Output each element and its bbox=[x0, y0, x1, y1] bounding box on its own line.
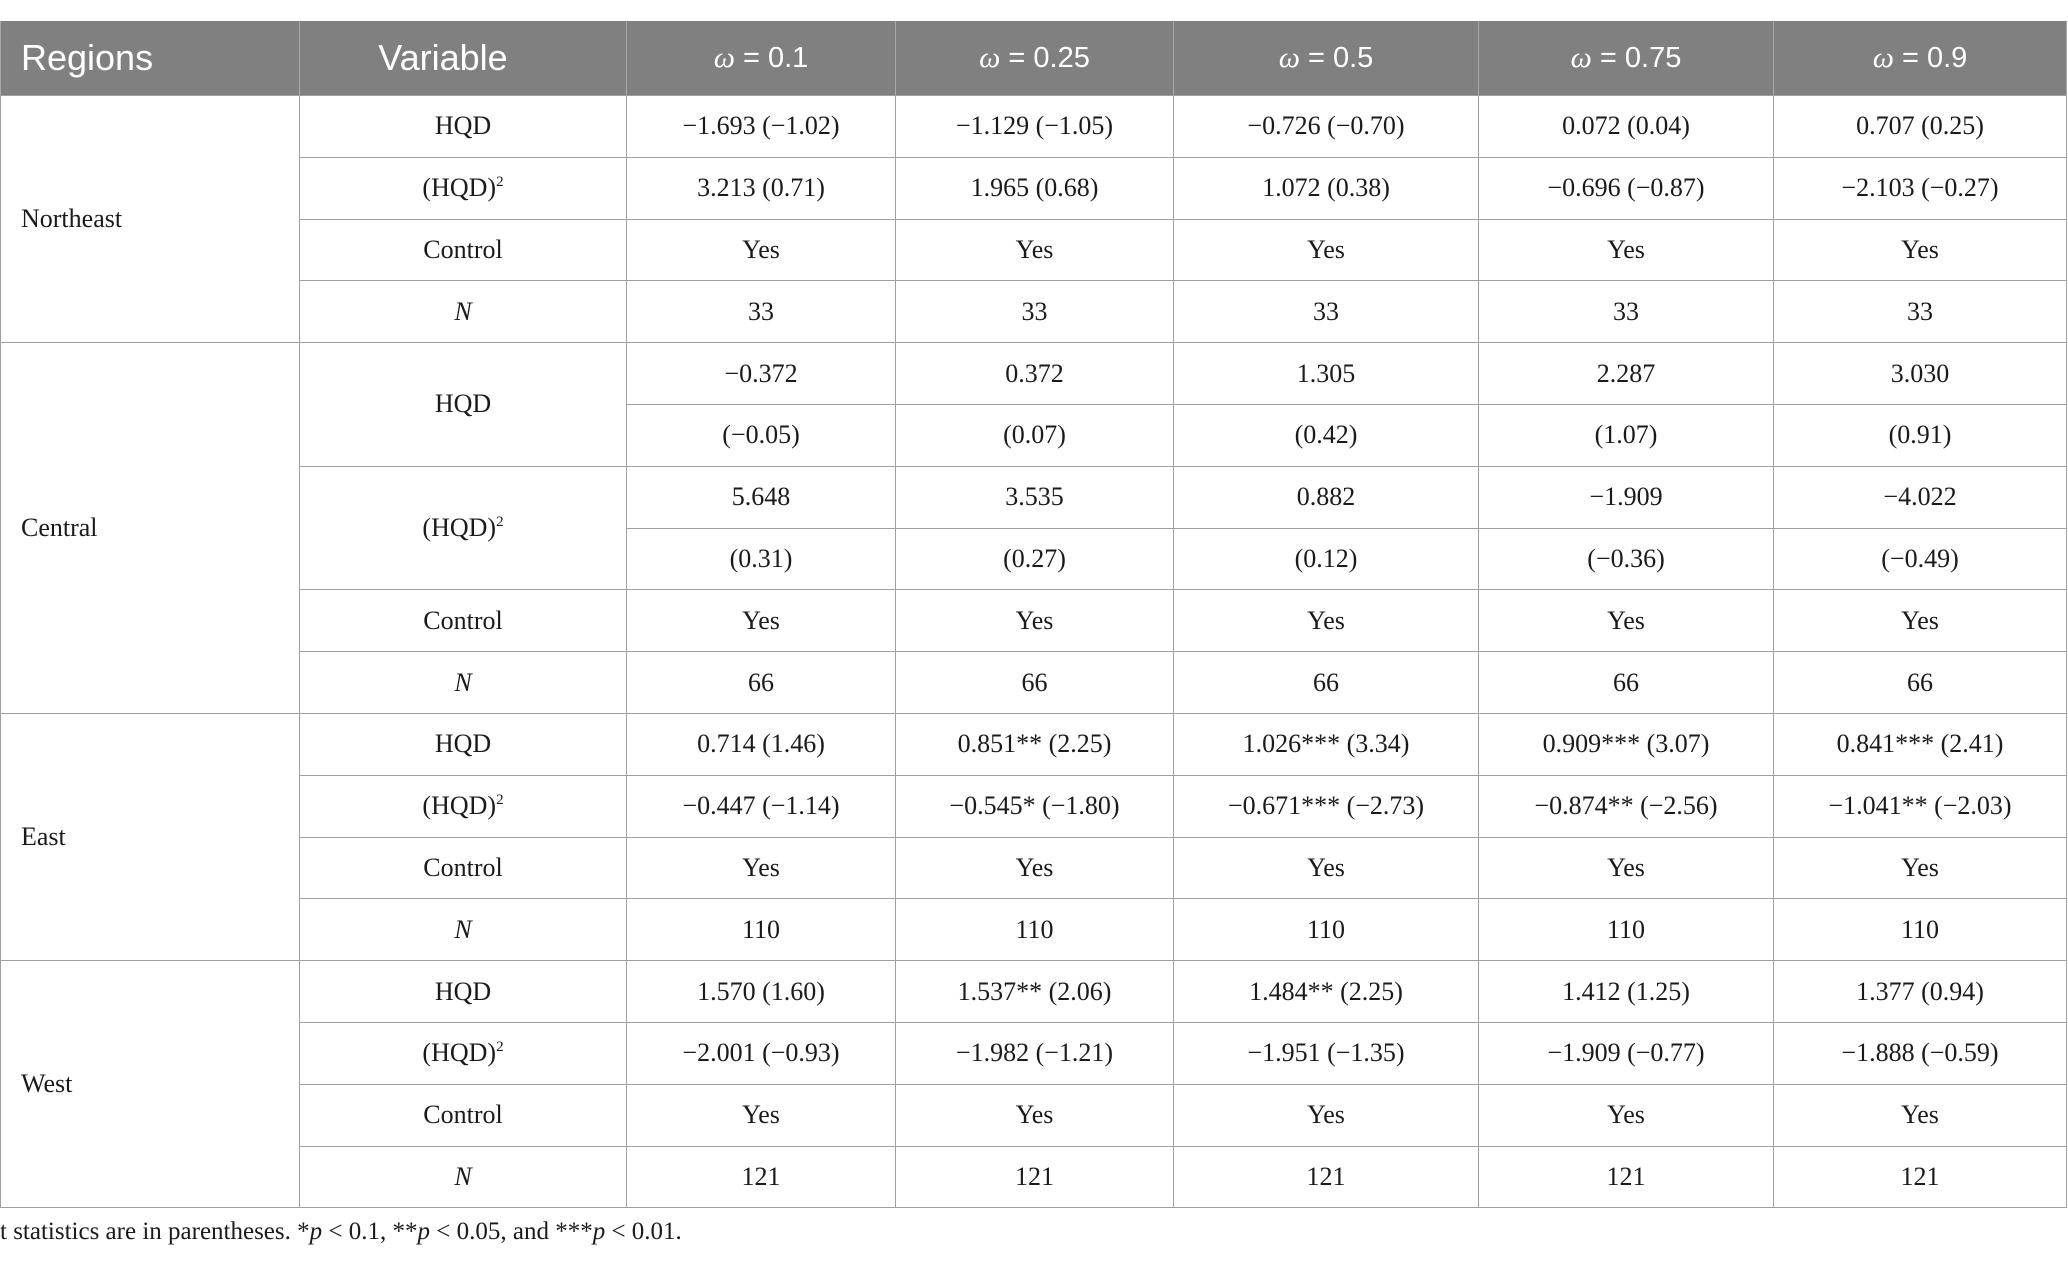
table-cell: 1.026*** (3.34) bbox=[1174, 713, 1479, 775]
variable-hqd: HQD bbox=[300, 961, 627, 1023]
omega-value: = 0.5 bbox=[1307, 42, 1374, 74]
table-cell: Yes bbox=[1774, 837, 2067, 899]
table-cell: −1.951 (−1.35) bbox=[1174, 1022, 1479, 1084]
table-cell: −1.909 (−0.77) bbox=[1479, 1022, 1774, 1084]
hqd-sq-exponent: 2 bbox=[496, 174, 504, 191]
header-omega-0-9 bbox=[1774, 21, 2067, 96]
table-cell: Yes bbox=[1774, 219, 2067, 281]
variable-hqd: HQD bbox=[300, 96, 627, 158]
footnote-text: < 0.05, and *** bbox=[430, 1218, 593, 1245]
table-cell: 121 bbox=[627, 1146, 896, 1208]
table-cell: 1.965 (0.68) bbox=[896, 157, 1174, 219]
header-variable: Variable bbox=[300, 21, 627, 96]
table-cell: Yes bbox=[896, 837, 1174, 899]
table-cell: Yes bbox=[1174, 837, 1479, 899]
variable-control: Control bbox=[300, 219, 627, 281]
header-omega-0-75 bbox=[1479, 21, 1774, 96]
table-cell: −0.726 (−0.70) bbox=[1174, 96, 1479, 158]
table-cell: 0.882 bbox=[1174, 466, 1479, 528]
table-cell: 3.213 (0.71) bbox=[627, 157, 896, 219]
variable-n: N bbox=[300, 652, 627, 714]
table-cell: (0.42) bbox=[1174, 404, 1479, 466]
table-cell: 3.030 bbox=[1774, 343, 2067, 405]
header-row bbox=[1, 21, 2067, 96]
table-cell: 121 bbox=[1774, 1146, 2067, 1208]
table-row bbox=[1, 466, 2067, 528]
table-cell: 33 bbox=[1774, 281, 2067, 343]
table-cell: Yes bbox=[627, 837, 896, 899]
table-body bbox=[1, 96, 2067, 1208]
footnote-text: < 0.1, ** bbox=[322, 1218, 418, 1245]
header-regions: Regions bbox=[1, 21, 300, 96]
table-cell: 33 bbox=[627, 281, 896, 343]
variable-hqd-squared bbox=[300, 775, 627, 837]
table-cell: −2.103 (−0.27) bbox=[1774, 157, 2067, 219]
region-central: Central bbox=[1, 343, 300, 714]
hqd-sq-base: (HQD) bbox=[422, 1038, 497, 1068]
table-cell: 110 bbox=[1479, 899, 1774, 961]
table-cell: Yes bbox=[1774, 590, 2067, 652]
footnote-p: p bbox=[417, 1218, 430, 1245]
table-cell: Yes bbox=[627, 1084, 896, 1146]
table-cell: 66 bbox=[1479, 652, 1774, 714]
table-cell: 1.412 (1.25) bbox=[1479, 961, 1774, 1023]
table-row bbox=[1, 281, 2067, 343]
table-cell: Yes bbox=[1479, 837, 1774, 899]
table-cell: 110 bbox=[1774, 899, 2067, 961]
table-cell: −0.447 (−1.14) bbox=[627, 775, 896, 837]
table-row bbox=[1, 1084, 2067, 1146]
regression-table bbox=[0, 21, 2067, 1208]
table-cell: −0.671*** (−2.73) bbox=[1174, 775, 1479, 837]
table-cell: −1.041** (−2.03) bbox=[1774, 775, 2067, 837]
table-cell: (0.31) bbox=[627, 528, 896, 590]
omega-symbol: ω bbox=[1278, 41, 1300, 74]
table-cell: 3.535 bbox=[896, 466, 1174, 528]
table-cell: 66 bbox=[896, 652, 1174, 714]
table-row bbox=[1, 96, 2067, 158]
omega-value: = 0.25 bbox=[1008, 42, 1090, 74]
omega-symbol: ω bbox=[979, 41, 1001, 74]
table-cell: −1.982 (−1.21) bbox=[896, 1022, 1174, 1084]
footnote-p: p bbox=[309, 1218, 323, 1245]
table-cell: 5.648 bbox=[627, 466, 896, 528]
table-row bbox=[1, 590, 2067, 652]
table-row bbox=[1, 343, 2067, 405]
table-cell: −0.874** (−2.56) bbox=[1479, 775, 1774, 837]
omega-value: = 0.1 bbox=[742, 42, 809, 74]
table-cell: 33 bbox=[1174, 281, 1479, 343]
table-cell: 1.570 (1.60) bbox=[627, 961, 896, 1023]
table-cell: (−0.05) bbox=[627, 404, 896, 466]
table-cell: −1.129 (−1.05) bbox=[896, 96, 1174, 158]
table-cell: 110 bbox=[1174, 899, 1479, 961]
variable-control: Control bbox=[300, 590, 627, 652]
omega-symbol: ω bbox=[713, 41, 735, 74]
variable-hqd-squared bbox=[300, 1022, 627, 1084]
table-cell: 1.305 bbox=[1174, 343, 1479, 405]
variable-hqd-squared bbox=[300, 157, 627, 219]
table-cell: −0.372 bbox=[627, 343, 896, 405]
table-cell: 1.537** (2.06) bbox=[896, 961, 1174, 1023]
hqd-sq-exponent: 2 bbox=[496, 1039, 504, 1056]
table-cell: 110 bbox=[896, 899, 1174, 961]
table-cell: Yes bbox=[896, 1084, 1174, 1146]
footnote-text: < 0.01. bbox=[605, 1218, 682, 1245]
table-cell: 33 bbox=[896, 281, 1174, 343]
table-row bbox=[1, 961, 2067, 1023]
table-cell: 110 bbox=[627, 899, 896, 961]
table-cell: Yes bbox=[1174, 590, 1479, 652]
table-cell: 121 bbox=[1479, 1146, 1774, 1208]
variable-control: Control bbox=[300, 837, 627, 899]
table-header bbox=[1, 21, 2067, 96]
variable-hqd: HQD bbox=[300, 713, 627, 775]
region-east: East bbox=[1, 713, 300, 960]
table-cell: (0.27) bbox=[896, 528, 1174, 590]
table-row bbox=[1, 775, 2067, 837]
hqd-sq-base: (HQD) bbox=[422, 791, 497, 821]
hqd-sq-exponent: 2 bbox=[496, 792, 504, 809]
table-cell: 66 bbox=[1774, 652, 2067, 714]
header-omega-0-1 bbox=[627, 21, 896, 96]
table-cell: 0.851** (2.25) bbox=[896, 713, 1174, 775]
header-omega-0-5 bbox=[1174, 21, 1479, 96]
table-row bbox=[1, 1146, 2067, 1208]
variable-n: N bbox=[300, 281, 627, 343]
table-cell: Yes bbox=[896, 590, 1174, 652]
table-row bbox=[1, 219, 2067, 281]
variable-hqd: HQD bbox=[300, 343, 627, 467]
table-cell: 0.841*** (2.41) bbox=[1774, 713, 2067, 775]
omega-value: = 0.75 bbox=[1599, 42, 1682, 74]
table-cell: Yes bbox=[1174, 1084, 1479, 1146]
table-cell: 121 bbox=[896, 1146, 1174, 1208]
header-omega-0-25 bbox=[896, 21, 1174, 96]
table-cell: 1.484** (2.25) bbox=[1174, 961, 1479, 1023]
table-cell: Yes bbox=[1174, 219, 1479, 281]
table-cell: 0.714 (1.46) bbox=[627, 713, 896, 775]
table-cell: 0.909*** (3.07) bbox=[1479, 713, 1774, 775]
table-cell: 121 bbox=[1174, 1146, 1479, 1208]
table-row bbox=[1, 652, 2067, 714]
table-cell: Yes bbox=[627, 219, 896, 281]
table-cell: Yes bbox=[1479, 590, 1774, 652]
variable-n: N bbox=[300, 1146, 627, 1208]
table-cell: −1.693 (−1.02) bbox=[627, 96, 896, 158]
table-cell: Yes bbox=[627, 590, 896, 652]
table-cell: −0.545* (−1.80) bbox=[896, 775, 1174, 837]
omega-symbol: ω bbox=[1872, 41, 1894, 74]
region-northeast: Northeast bbox=[1, 96, 300, 343]
table-cell: −2.001 (−0.93) bbox=[627, 1022, 896, 1084]
table-cell: 0.372 bbox=[896, 343, 1174, 405]
table-cell: Yes bbox=[1479, 1084, 1774, 1146]
table-cell: 0.707 (0.25) bbox=[1774, 96, 2067, 158]
table-cell: (−0.36) bbox=[1479, 528, 1774, 590]
table-cell: 2.287 bbox=[1479, 343, 1774, 405]
table-cell: −4.022 bbox=[1774, 466, 2067, 528]
table-cell: 1.072 (0.38) bbox=[1174, 157, 1479, 219]
table-cell: (−0.49) bbox=[1774, 528, 2067, 590]
region-west: West bbox=[1, 961, 300, 1208]
table-cell: 66 bbox=[627, 652, 896, 714]
table-cell: 66 bbox=[1174, 652, 1479, 714]
table-cell: 1.377 (0.94) bbox=[1774, 961, 2067, 1023]
table-cell: −0.696 (−0.87) bbox=[1479, 157, 1774, 219]
table-cell: (0.12) bbox=[1174, 528, 1479, 590]
table-row bbox=[1, 837, 2067, 899]
table-cell: (0.07) bbox=[896, 404, 1174, 466]
table-cell: (0.91) bbox=[1774, 404, 2067, 466]
table-cell: Yes bbox=[1774, 1084, 2067, 1146]
table-row bbox=[1, 157, 2067, 219]
table-cell: Yes bbox=[1479, 219, 1774, 281]
regression-table-container bbox=[0, 21, 2066, 1208]
hqd-sq-base: (HQD) bbox=[422, 513, 497, 543]
variable-hqd-squared bbox=[300, 466, 627, 590]
omega-value: = 0.9 bbox=[1901, 42, 1968, 74]
footnote-p: p bbox=[592, 1218, 606, 1245]
table-row bbox=[1, 899, 2067, 961]
table-cell: (1.07) bbox=[1479, 404, 1774, 466]
table-cell: −1.909 bbox=[1479, 466, 1774, 528]
table-cell: 33 bbox=[1479, 281, 1774, 343]
hqd-sq-exponent: 2 bbox=[496, 514, 504, 531]
table-footnote bbox=[0, 1218, 682, 1246]
table-cell: 0.072 (0.04) bbox=[1479, 96, 1774, 158]
variable-n: N bbox=[300, 899, 627, 961]
table-cell: Yes bbox=[896, 219, 1174, 281]
table-row bbox=[1, 713, 2067, 775]
variable-control: Control bbox=[300, 1084, 627, 1146]
hqd-sq-base: (HQD) bbox=[422, 173, 497, 203]
omega-symbol: ω bbox=[1570, 41, 1592, 74]
table-cell: −1.888 (−0.59) bbox=[1774, 1022, 2067, 1084]
table-row bbox=[1, 1022, 2067, 1084]
footnote-text: t statistics are in parentheses. * bbox=[0, 1218, 310, 1245]
